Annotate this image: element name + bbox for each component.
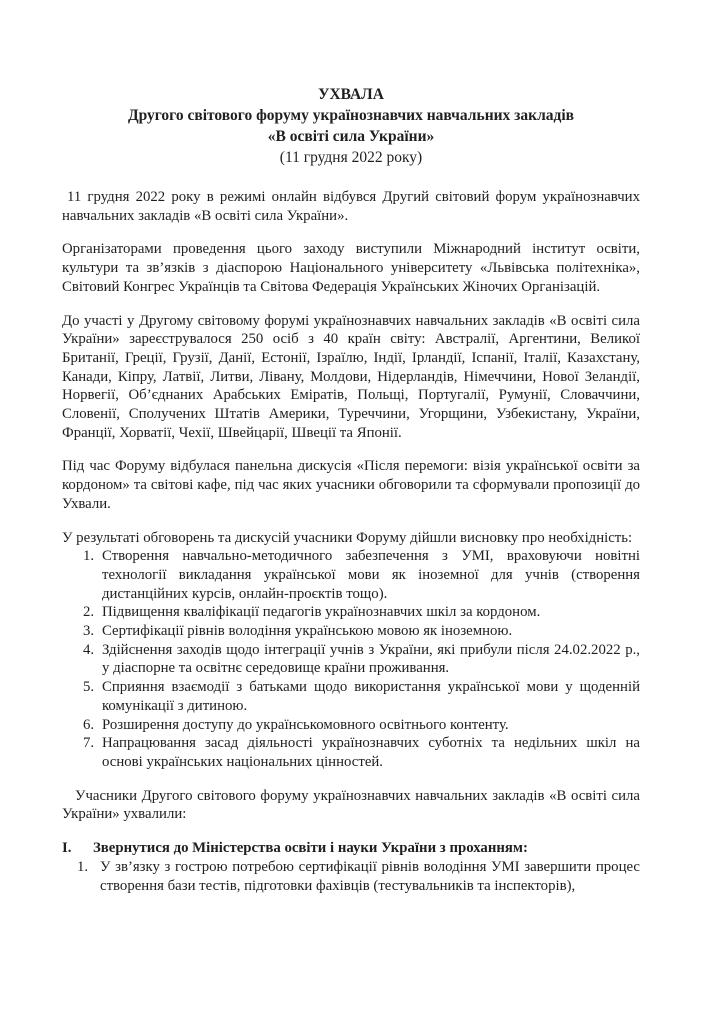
list-item [62, 734, 640, 771]
list-item-text: Сертифікації рівнів володіння українською мовою як іноземною. [102, 623, 513, 640]
section-heading [62, 839, 640, 858]
paragraph-panel-discussion: Під час Форуму відбулася панельна дискусія «Після перемоги: візія української освіти за кордоном» та світові кафе, під час яких учасники обговорили та сформували пропозиції до Ухвали. [62, 458, 640, 512]
list-item [62, 603, 640, 622]
list-item-text: Розширення доступу до українськомовного освітнього контенту. [102, 716, 509, 733]
list-item [62, 547, 640, 603]
list-item-text: Напрацювання засад діяльності українознавчих суботніх та недільних шкіл на основі українських національних цінностей. [102, 735, 640, 770]
list-item-number: 7. [83, 735, 95, 752]
list-item-number: 1. [77, 858, 89, 875]
section-title: Звернутися до Міністерства освіти і науки України з проханням: [93, 840, 528, 857]
list-item-number: 2. [83, 604, 95, 621]
doc-title [62, 84, 640, 168]
list-item-text: Здійснення заходів щодо інтеграції учнів з України, які прибули після 24.02.2022 р., у діаспорне та освітнє середовище країни проживання. [102, 641, 640, 677]
list-item [62, 641, 640, 678]
doc-title-date: (11 грудня 2022 року) [279, 149, 423, 166]
list-item-number: 5. [83, 679, 95, 696]
needs-list [62, 547, 640, 771]
list-item-text: Створення навчально-методичного забезпечення з УМІ, враховуючи новітні технології викладання української мови як іноземної для учнів (створення дистанційних курсів, онлайн-проєктів тощо). [102, 548, 640, 602]
doc-title-line-2: Другого світового форуму українознавчих навчальних закладів [127, 107, 575, 124]
doc-title-line-1: УХВАЛА [318, 86, 384, 103]
paragraph-participants: До участі у Другому світовому форумі українознавчих навчальних закладів «В освіті сила України» зареєструвалося 250 осіб з 40 країн світу: Австралії, Аргентини, Великої Британії, Греції, Грузії, Данії, Естонії, Ізраїлю, Індії, Ірландії, Іспанії, Італії, Казахстану, Канади, Кіпру, Латвії, Литви, Лівану, Молдови, Нідерландів, Німеччини, Нової Зеландії, Норвегії, Об’єднаних Арабських Еміратів, Польщі, Португалії, Румунії, Словаччини, Словенії, Сполучених Штатів Америки, Туреччини, Угорщини, Узбекистану, України, Франції, Хорватії, Чехії, Швейцарії, Швеції та Японії. [62, 312, 640, 441]
document-content [62, 84, 640, 895]
list-item-number: 1. [83, 548, 95, 565]
list-item-number: 6. [83, 716, 95, 733]
document-body [62, 188, 640, 895]
list-item-text: У зв’язку з гострою потребою сертифікації рівнів володіння УМІ завершити процес створення бази тестів, підготовки фахівців (тестувальників та інспекторів), [100, 858, 640, 894]
paragraph-intro: 11 грудня 2022 року в режимі онлайн відбувся Другий світовий форум українознавчих навчальних закладів «В освіті сила України». [62, 189, 640, 224]
list-item [62, 858, 640, 895]
list-item-number: 4. [83, 641, 95, 658]
paragraph-conclusion-lead: У результаті обговорень та дискусій учасники Форуму дійшли висновку про необхідність: [62, 529, 633, 546]
list-item [62, 716, 640, 735]
list-item [62, 678, 640, 715]
list-item-text: Сприяння взаємодії з батьками щодо використання української мови у щоденній комунікації з дитиною. [102, 679, 640, 714]
doc-title-line-3: «В освіті сила України» [267, 128, 435, 145]
list-item-text: Підвищення кваліфікації педагогів українознавчих шкіл за кордоном. [102, 604, 541, 621]
section-numeral: I. [62, 840, 72, 857]
paragraph-organizers: Організаторами проведення цього заходу виступили Міжнародний інститут освіти, культури та зв’язків з діаспорою Національного університету «Львівська політехніка», Світовий Конгрес Українців та Світова Федерація Українських Жіночих Організацій. [62, 241, 640, 295]
list-item [62, 622, 640, 641]
list-item-number: 3. [83, 623, 95, 640]
section-items [62, 858, 640, 895]
paragraph-resolution-lead: Учасники Другого світового форуму українознавчих навчальних закладів «В освіті сила України» ухвалили: [62, 787, 640, 823]
